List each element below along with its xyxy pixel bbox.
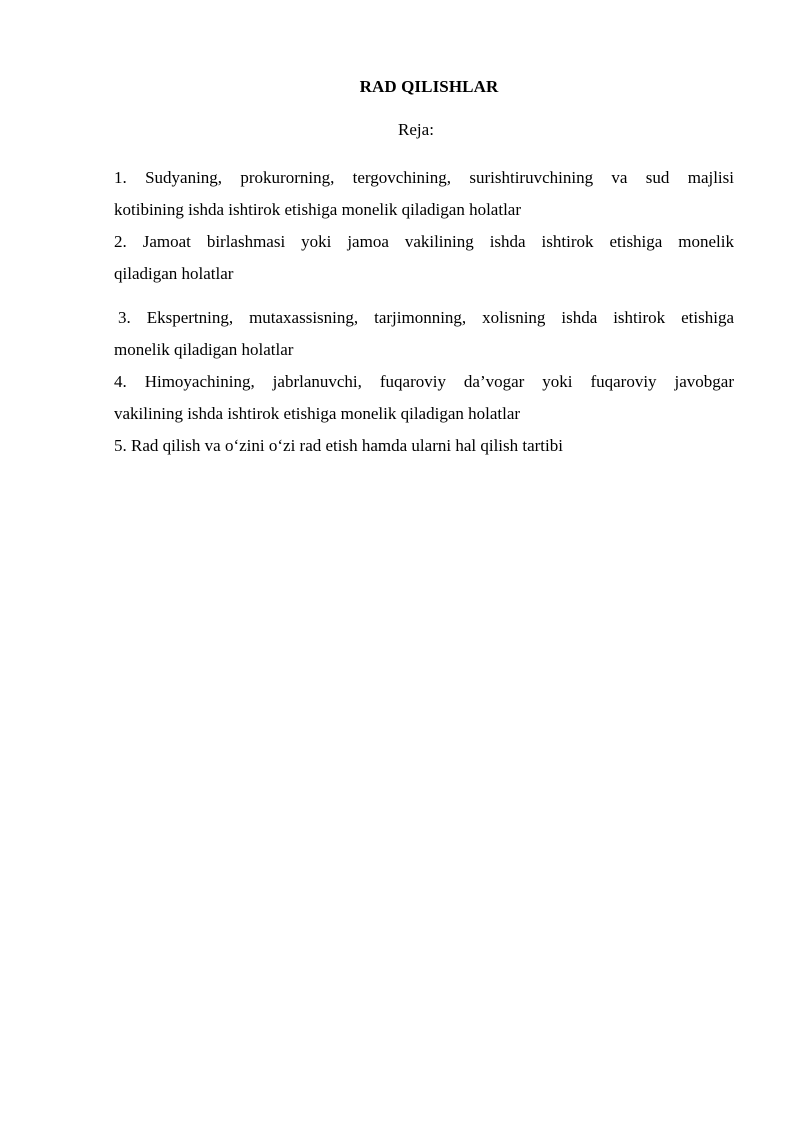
plan-list [114, 162, 734, 462]
plan-heading: Reja: [398, 120, 434, 139]
plan-item-5 [114, 430, 734, 462]
plan-item-3 [114, 302, 734, 366]
plan-item-line: 2. Jamoat birlashmasi yoki jamoa vakilining ishda ishtirok etishiga monelik [114, 232, 734, 251]
plan-item-line: 3. Ekspertning, mutaxassisning, tarjimonning, xolisning ishda ishtirok etishiga [118, 308, 734, 327]
plan-item-line: 5. Rad qilish va o‘zini o‘zi rad etish hamda ularni hal qilish tartibi [114, 436, 563, 455]
plan-item-4 [114, 366, 734, 430]
plan-item-line: kotibining ishda ishtirok etishiga monelik qiladigan holatlar [114, 200, 521, 219]
document-title: RAD QILISHLAR [359, 77, 499, 96]
plan-item-line: 1. Sudyaning, prokurorning, tergovchining, surishtiruvchining va sud majlisi [114, 168, 734, 187]
plan-item-line: monelik qiladigan holatlar [114, 340, 294, 359]
plan-item-1 [114, 162, 734, 226]
plan-item-line: 4. Himoyachining, jabrlanuvchi, fuqaroviy da’vogar yoki fuqaroviy javobgar [114, 372, 734, 391]
plan-item-line: vakilining ishda ishtirok etishiga monelik qiladigan holatlar [114, 404, 521, 423]
plan-item-line: qiladigan holatlar [114, 264, 234, 283]
plan-item-2 [114, 226, 734, 290]
